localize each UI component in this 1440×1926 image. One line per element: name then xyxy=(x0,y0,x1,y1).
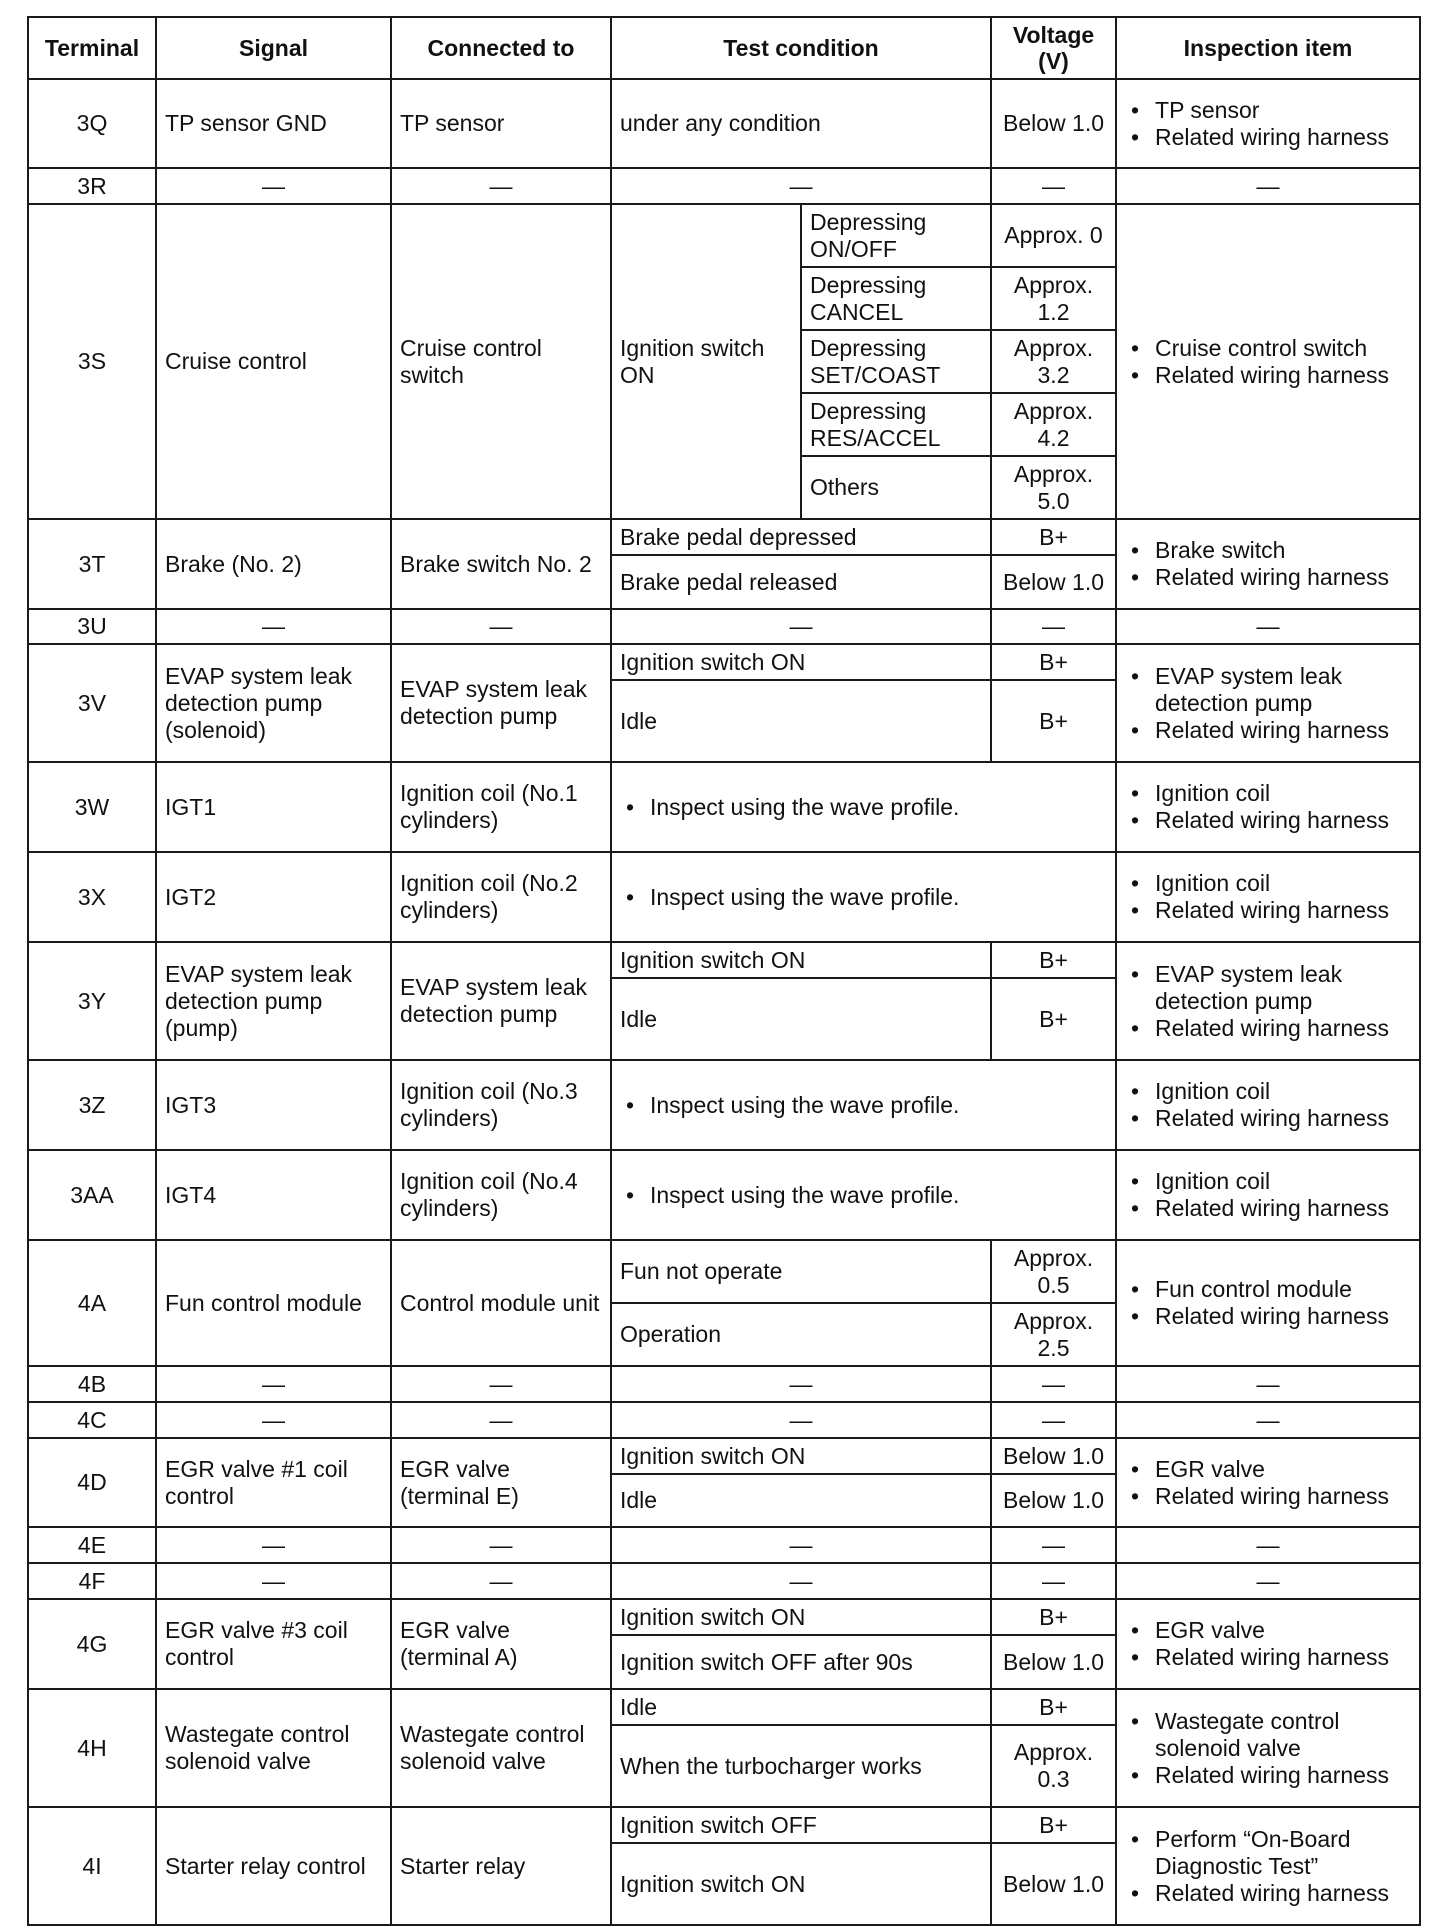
dash-cell: — xyxy=(156,609,391,644)
signal-cell: IGT4 xyxy=(156,1150,391,1240)
terminal-cell: 4A xyxy=(28,1240,156,1366)
terminal-cell: 4B xyxy=(28,1366,156,1402)
inspection-item: • Ignition coil xyxy=(1125,1168,1411,1195)
dash-cell: — xyxy=(1116,1366,1420,1402)
dash-cell: — xyxy=(1116,1402,1420,1438)
table-row xyxy=(28,79,1420,168)
voltage-cell: Below 1.0 xyxy=(991,79,1116,168)
connected-cell: EGR valve (terminal E) xyxy=(391,1438,611,1527)
dash-cell: — xyxy=(391,1527,611,1563)
connected-cell: EVAP system leak detection pump xyxy=(391,644,611,762)
voltage-cell: B+ xyxy=(991,978,1116,1060)
signal-cell: Wastegate control solenoid valve xyxy=(156,1689,391,1807)
inspection-cell xyxy=(1116,942,1420,1060)
signal-cell: EVAP system leak detection pump (solenoid) xyxy=(156,644,391,762)
dash-cell: — xyxy=(391,1402,611,1438)
header-inspection-item: Inspection item xyxy=(1116,17,1420,79)
terminal-cell: 4F xyxy=(28,1563,156,1599)
voltage-cell: Approx. 2.5 xyxy=(991,1303,1116,1366)
voltage-cell: Approx. 0.3 xyxy=(991,1725,1116,1807)
voltage-cell: Approx. 1.2 xyxy=(991,267,1116,330)
inspection-item: • Related wiring harness xyxy=(1125,1483,1411,1510)
inspection-item: • Related wiring harness xyxy=(1125,1644,1411,1671)
inspection-cell xyxy=(1116,1438,1420,1527)
voltage-cell: Approx. 0 xyxy=(991,204,1116,267)
dash-cell: — xyxy=(391,168,611,204)
dash-cell: — xyxy=(1116,168,1420,204)
terminal-cell: 3W xyxy=(28,762,156,852)
condition-cell: Brake pedal depressed xyxy=(611,519,991,555)
condition-cell: Operation xyxy=(611,1303,991,1366)
inspection-cell xyxy=(1116,519,1420,609)
voltage-cell: B+ xyxy=(991,644,1116,680)
inspection-item: • Related wiring harness xyxy=(1125,1880,1411,1907)
table-row xyxy=(28,519,1420,555)
table-row xyxy=(28,852,1420,942)
table-row xyxy=(28,1366,1420,1402)
terminal-cell: 3Q xyxy=(28,79,156,168)
sub-condition-cell: Depressing SET/COAST xyxy=(801,330,991,393)
dash-cell: — xyxy=(156,1402,391,1438)
table-row xyxy=(28,644,1420,680)
signal-cell: Cruise control xyxy=(156,204,391,519)
inspection-item: • Ignition coil xyxy=(1125,1078,1411,1105)
voltage-cell: Approx. 4.2 xyxy=(991,393,1116,456)
voltage-cell: Below 1.0 xyxy=(991,1438,1116,1474)
terminal-cell: 3R xyxy=(28,168,156,204)
dash-cell: — xyxy=(156,1366,391,1402)
inspection-item: • Wastegate control solenoid valve xyxy=(1125,1708,1411,1762)
table-row xyxy=(28,1807,1420,1843)
inspection-item: • Related wiring harness xyxy=(1125,564,1411,591)
inspection-item: • EGR valve xyxy=(1125,1617,1411,1644)
table-row xyxy=(28,1689,1420,1725)
condition-cell: Ignition switch ON xyxy=(611,1843,991,1925)
table-row xyxy=(28,609,1420,644)
table-row xyxy=(28,1402,1420,1438)
dash-cell: — xyxy=(611,609,991,644)
voltage-cell: Approx. 5.0 xyxy=(991,456,1116,519)
signal-cell: IGT3 xyxy=(156,1060,391,1150)
voltage-cell: Approx. 0.5 xyxy=(991,1240,1116,1303)
connected-cell: EGR valve (terminal A) xyxy=(391,1599,611,1689)
dash-cell: — xyxy=(611,1527,991,1563)
inspection-item: • Fun control module xyxy=(1125,1276,1411,1303)
inspection-cell xyxy=(1116,1599,1420,1689)
document-page xyxy=(27,16,1419,1926)
connected-cell: Ignition coil (No.4 cylinders) xyxy=(391,1150,611,1240)
connected-cell: Starter relay xyxy=(391,1807,611,1925)
connected-cell: TP sensor xyxy=(391,79,611,168)
inspection-item: • Related wiring harness xyxy=(1125,1105,1411,1132)
condition-cell: Idle xyxy=(611,1474,991,1527)
sub-condition-cell: Depressing ON/OFF xyxy=(801,204,991,267)
inspection-item: • Related wiring harness xyxy=(1125,1762,1411,1789)
signal-cell: Brake (No. 2) xyxy=(156,519,391,609)
terminal-cell: 4C xyxy=(28,1402,156,1438)
inspection-item: • Related wiring harness xyxy=(1125,1015,1411,1042)
sub-condition-cell: Others xyxy=(801,456,991,519)
condition-cell: Fun not operate xyxy=(611,1240,991,1303)
signal-cell: Fun control module xyxy=(156,1240,391,1366)
dash-cell: — xyxy=(391,1563,611,1599)
terminal-cell: 3AA xyxy=(28,1150,156,1240)
table-row xyxy=(28,204,1420,267)
inspection-cell xyxy=(1116,1150,1420,1240)
dash-cell: — xyxy=(991,1366,1116,1402)
terminal-cell: 4G xyxy=(28,1599,156,1689)
inspection-item: • Related wiring harness xyxy=(1125,897,1411,924)
condition-cell xyxy=(611,1150,1116,1240)
terminal-cell: 3Y xyxy=(28,942,156,1060)
table-row xyxy=(28,762,1420,852)
terminal-cell: 4D xyxy=(28,1438,156,1527)
connected-cell: EVAP system leak detection pump xyxy=(391,942,611,1060)
terminal-cell: 3S xyxy=(28,204,156,519)
terminal-cell: 4E xyxy=(28,1527,156,1563)
inspection-item: • Perform “On-Board Diagnostic Test” xyxy=(1125,1826,1411,1880)
signal-cell: EGR valve #3 coil control xyxy=(156,1599,391,1689)
voltage-cell: B+ xyxy=(991,1599,1116,1635)
table-row xyxy=(28,942,1420,978)
wave-note: • Inspect using the wave profile. xyxy=(620,1182,1107,1209)
inspection-cell xyxy=(1116,852,1420,942)
connected-cell: Ignition coil (No.2 cylinders) xyxy=(391,852,611,942)
dash-cell: — xyxy=(391,1366,611,1402)
signal-cell: IGT1 xyxy=(156,762,391,852)
dash-cell: — xyxy=(991,609,1116,644)
connected-cell: Ignition coil (No.1 cylinders) xyxy=(391,762,611,852)
signal-cell: IGT2 xyxy=(156,852,391,942)
inspection-item: • Ignition coil xyxy=(1125,780,1411,807)
voltage-cell: Approx. 3.2 xyxy=(991,330,1116,393)
condition-cell xyxy=(611,762,1116,852)
condition-cell xyxy=(611,852,1116,942)
inspection-item: • Related wiring harness xyxy=(1125,1303,1411,1330)
inspection-item: • Related wiring harness xyxy=(1125,124,1411,151)
inspection-cell xyxy=(1116,1240,1420,1366)
dash-cell: — xyxy=(991,1563,1116,1599)
condition-cell: Idle xyxy=(611,978,991,1060)
table-row xyxy=(28,1150,1420,1240)
inspection-item: • Ignition coil xyxy=(1125,870,1411,897)
dash-cell: — xyxy=(611,1563,991,1599)
wave-note: • Inspect using the wave profile. xyxy=(620,794,1107,821)
voltage-cell: Below 1.0 xyxy=(991,1474,1116,1527)
terminal-cell: 3T xyxy=(28,519,156,609)
table-row xyxy=(28,1527,1420,1563)
table-row xyxy=(28,1563,1420,1599)
condition-cell: Ignition switch ON xyxy=(611,1599,991,1635)
inspection-cell xyxy=(1116,79,1420,168)
connected-cell: Cruise control switch xyxy=(391,204,611,519)
condition-cell xyxy=(611,1060,1116,1150)
condition-cell: Ignition switch ON xyxy=(611,204,801,519)
wave-note: • Inspect using the wave profile. xyxy=(620,1092,1107,1119)
voltage-cell: Below 1.0 xyxy=(991,555,1116,609)
condition-cell: under any condition xyxy=(611,79,991,168)
connected-cell: Control module unit xyxy=(391,1240,611,1366)
dash-cell: — xyxy=(156,1527,391,1563)
dash-cell: — xyxy=(611,168,991,204)
condition-cell: Ignition switch OFF after 90s xyxy=(611,1635,991,1689)
voltage-cell: B+ xyxy=(991,1689,1116,1725)
table-row xyxy=(28,1060,1420,1150)
sub-condition-cell: Depressing RES/ACCEL xyxy=(801,393,991,456)
dash-cell: — xyxy=(391,609,611,644)
dash-cell: — xyxy=(1116,609,1420,644)
signal-cell: EVAP system leak detection pump (pump) xyxy=(156,942,391,1060)
dash-cell: — xyxy=(991,1527,1116,1563)
connected-cell: Wastegate control solenoid valve xyxy=(391,1689,611,1807)
signal-cell: TP sensor GND xyxy=(156,79,391,168)
dash-cell: — xyxy=(991,1402,1116,1438)
table-row xyxy=(28,1438,1420,1474)
header-voltage: Voltage (V) xyxy=(991,17,1116,79)
sub-condition-cell: Depressing CANCEL xyxy=(801,267,991,330)
terminal-cell: 4H xyxy=(28,1689,156,1807)
terminal-cell: 3V xyxy=(28,644,156,762)
terminal-cell: 3Z xyxy=(28,1060,156,1150)
inspection-cell xyxy=(1116,1807,1420,1925)
inspection-item: • EGR valve xyxy=(1125,1456,1411,1483)
condition-cell: Ignition switch OFF xyxy=(611,1807,991,1843)
table-row xyxy=(28,168,1420,204)
inspection-cell xyxy=(1116,644,1420,762)
signal-cell: EGR valve #1 coil control xyxy=(156,1438,391,1527)
inspection-cell xyxy=(1116,1060,1420,1150)
voltage-cell: Below 1.0 xyxy=(991,1843,1116,1925)
connected-cell: Ignition coil (No.3 cylinders) xyxy=(391,1060,611,1150)
inspection-item: • Related wiring harness xyxy=(1125,362,1411,389)
terminal-voltage-table xyxy=(27,16,1421,1926)
terminal-cell: 3X xyxy=(28,852,156,942)
table-header-row xyxy=(28,17,1420,79)
inspection-item: • Brake switch xyxy=(1125,537,1411,564)
dash-cell: — xyxy=(156,1563,391,1599)
condition-cell: Idle xyxy=(611,1689,991,1725)
voltage-cell: B+ xyxy=(991,519,1116,555)
voltage-cell: Below 1.0 xyxy=(991,1635,1116,1689)
dash-cell: — xyxy=(156,168,391,204)
condition-cell: Idle xyxy=(611,680,991,762)
table-row xyxy=(28,1599,1420,1635)
dash-cell: — xyxy=(1116,1563,1420,1599)
terminal-cell: 4I xyxy=(28,1807,156,1925)
dash-cell: — xyxy=(611,1366,991,1402)
condition-cell: Brake pedal released xyxy=(611,555,991,609)
inspection-item: • TP sensor xyxy=(1125,97,1411,124)
header-terminal: Terminal xyxy=(28,17,156,79)
terminal-cell: 3U xyxy=(28,609,156,644)
table-row xyxy=(28,1240,1420,1303)
inspection-item: • EVAP system leak detection pump xyxy=(1125,961,1411,1015)
dash-cell: — xyxy=(1116,1527,1420,1563)
voltage-cell: B+ xyxy=(991,680,1116,762)
dash-cell: — xyxy=(611,1402,991,1438)
inspection-item: • Related wiring harness xyxy=(1125,807,1411,834)
dash-cell: — xyxy=(991,168,1116,204)
condition-cell: Ignition switch ON xyxy=(611,1438,991,1474)
voltage-cell: B+ xyxy=(991,1807,1116,1843)
signal-cell: Starter relay control xyxy=(156,1807,391,1925)
condition-cell: Ignition switch ON xyxy=(611,942,991,978)
inspection-item: • Related wiring harness xyxy=(1125,1195,1411,1222)
inspection-item: • Related wiring harness xyxy=(1125,717,1411,744)
wave-note: • Inspect using the wave profile. xyxy=(620,884,1107,911)
header-test-condition: Test condition xyxy=(611,17,991,79)
header-connected-to: Connected to xyxy=(391,17,611,79)
condition-cell: Ignition switch ON xyxy=(611,644,991,680)
condition-cell: When the turbocharger works xyxy=(611,1725,991,1807)
voltage-cell: B+ xyxy=(991,942,1116,978)
inspection-item: • EVAP system leak detection pump xyxy=(1125,663,1411,717)
inspection-cell xyxy=(1116,762,1420,852)
connected-cell: Brake switch No. 2 xyxy=(391,519,611,609)
inspection-item: • Cruise control switch xyxy=(1125,335,1411,362)
inspection-cell xyxy=(1116,1689,1420,1807)
inspection-cell xyxy=(1116,204,1420,519)
header-signal: Signal xyxy=(156,17,391,79)
